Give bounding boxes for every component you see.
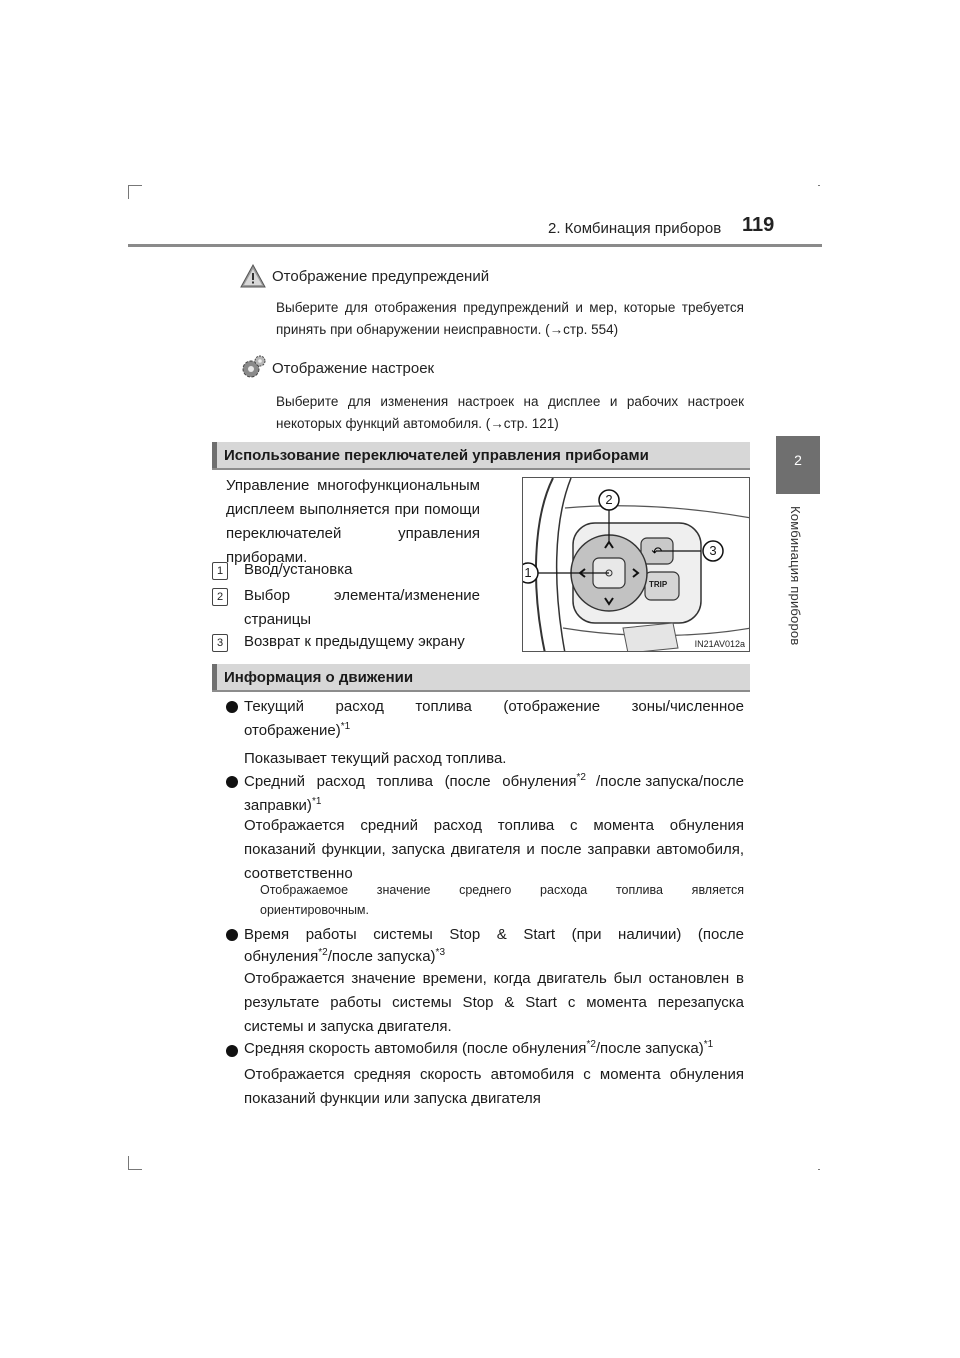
callout-1: 1 <box>524 565 532 580</box>
bullet-1-head2-text: отображение) <box>244 722 341 739</box>
gear-icon <box>240 355 266 379</box>
chapter-tab-number: 2 <box>794 452 802 468</box>
bullet-2-head-sup-wrap <box>577 770 586 794</box>
warnings-display-desc-line2: принять при обнаружении неисправности. (→стр. 554) <box>276 322 619 337</box>
warnings-desc-text: Выберите для отображения предупреждений и мер, которые требуется <box>276 300 744 315</box>
settings-display-desc-line2: некоторых функций автомобиля. (→стр. 121) <box>276 416 559 431</box>
footnote-ref: *2 <box>576 772 586 783</box>
callout-2: 2 <box>605 492 613 507</box>
header-rule <box>128 244 822 247</box>
list-item-2-line2: страницы <box>244 611 312 628</box>
header-section-title: 2. Комбинация приборов <box>548 220 722 237</box>
bullet-2-text-2: показаний функции, запуска двигателя и после заправки автомобиля, <box>244 841 744 858</box>
bullet-2-text-line3: соответственно <box>244 865 353 882</box>
bullet-2-head-part-b: /после запуска/после <box>595 773 744 790</box>
intro-line-4: приборами. <box>226 549 308 566</box>
bullet-2-note-line2: ориентировочным. <box>260 903 369 917</box>
section-accent <box>212 442 217 468</box>
steering-switch-figure <box>522 477 750 652</box>
intro-line-2: дисплеем выполняется при помощи <box>226 501 480 518</box>
bullet-1-head-line1 <box>244 695 744 719</box>
crop-mark-bottom-right <box>818 1169 820 1170</box>
bullet-4-text-line2: показаний функции или запуска двигателя <box>244 1090 541 1107</box>
list-item-2-text: Выбор элемента/изменение <box>244 587 480 604</box>
footnote-ref: *3 <box>435 947 445 958</box>
list-item-1: Ввод/установка <box>244 561 353 578</box>
callout-3: 3 <box>709 543 717 558</box>
settings-desc-text: Выберите для изменения настроек на дисплее и рабочих настроек <box>276 394 744 409</box>
bullet-3-head-line1 <box>244 923 744 947</box>
crop-mark-bottom-left-h <box>128 1169 142 1170</box>
footnote-ref: *2 <box>318 947 328 958</box>
bullet-2-note-line1 <box>260 880 744 900</box>
list-item-2-line1 <box>244 587 480 604</box>
chapter-tab <box>776 436 820 494</box>
crop-mark-bottom-left-v <box>128 1156 129 1170</box>
bullet-dot <box>226 701 238 713</box>
steering-switch-illustration <box>523 478 750 652</box>
footnote-ref: *1 <box>311 796 322 807</box>
footnote-ref: *2 <box>586 1039 596 1050</box>
bullet-4-head-line1 <box>244 1037 744 1061</box>
bullet-2-head-row <box>244 770 744 794</box>
intro-line-1: Управление многофункциональным <box>226 477 480 494</box>
list-item-3: Возврат к предыдущему экрану <box>244 633 465 650</box>
bullet-3-text-line1 <box>244 967 744 991</box>
page-number: 119 <box>742 214 775 236</box>
settings-display-title: Отображение настроек <box>272 360 435 377</box>
bullet-3-text-1: Отображается значение времени, когда двигатель был остановлен в <box>244 970 744 987</box>
footnote-ref: *1 <box>703 1039 714 1050</box>
intro-line-3: переключателей управления <box>226 525 480 542</box>
bullet-4-text-line1 <box>244 1063 744 1087</box>
bullet-3-head-line2 <box>244 945 744 969</box>
section-title: Информация о движении <box>224 669 414 686</box>
section-accent <box>212 664 217 690</box>
trip-button-label: TRIP <box>649 580 668 589</box>
bullet-1-head-line2 <box>244 719 744 743</box>
bullet-3-text-2: результате работы системы Stop & Start с момента перезапуска <box>244 994 744 1011</box>
bullet-2-text-line1 <box>244 814 744 838</box>
bullet-1-head-text: Текущий расход топлива (отображение зоны/численное <box>244 698 744 715</box>
section-title: Использование переключателей управления приборами <box>224 447 649 464</box>
bullet-4-head-b: /после запуска) <box>595 1040 704 1057</box>
crop-mark-top-left-v <box>128 185 129 199</box>
svg-text:↶: ↶ <box>651 545 663 560</box>
settings-display-desc-line1 <box>276 391 744 413</box>
footnote-ref: *1 <box>340 721 351 732</box>
bullet-2-head-line1 <box>244 770 744 794</box>
bullet-3-text-line3: системы и запуска двигателя. <box>244 1018 452 1035</box>
bullet-2-head2-text: заправки) <box>244 797 312 814</box>
section-header-switches <box>212 442 750 470</box>
list-number-3: 3 <box>212 634 228 652</box>
bullet-2-text-line2 <box>244 838 744 862</box>
warning-triangle-icon <box>240 264 266 288</box>
bullet-2-head-part-a: Средний расход топлива (после обнуления <box>244 773 577 790</box>
warnings-display-title: Отображение предупреждений <box>272 268 490 285</box>
bullet-3-head2-a: обнуления <box>244 948 319 965</box>
bullet-dot <box>226 1045 238 1057</box>
bullet-dot <box>226 929 238 941</box>
bullet-3-text-line2 <box>244 991 744 1015</box>
chapter-tab-label: Комбинация приборов <box>788 506 803 646</box>
bullet-1-text: Показывает текущий расход топлива. <box>244 750 507 767</box>
list-number-2: 2 <box>212 588 228 606</box>
list-number-1: 1 <box>212 562 228 580</box>
bullet-dot <box>226 776 238 788</box>
bullet-3-head-text: Время работы системы Stop & Start (при наличии) (после <box>244 926 744 943</box>
warnings-display-desc-line1 <box>276 297 744 319</box>
crop-mark-top-left-h <box>128 185 142 186</box>
section-header-driving-info <box>212 664 750 692</box>
bullet-2-text-1: Отображается средний расход топлива с момента обнуления <box>244 817 744 834</box>
switches-intro <box>226 474 480 570</box>
crop-mark-top-right <box>818 185 820 186</box>
bullet-4-text-1: Отображается средняя скорость автомобиля с момента обнуления <box>244 1066 744 1083</box>
bullet-2-note-1: Отображаемое значение среднего расхода топлива является <box>260 883 744 897</box>
figure-code: IN21AV012a <box>694 639 745 649</box>
bullet-4-head-a: Средняя скорость автомобиля (после обнуления <box>244 1040 587 1057</box>
bullet-3-head2-b: /после запуска) <box>327 948 436 965</box>
